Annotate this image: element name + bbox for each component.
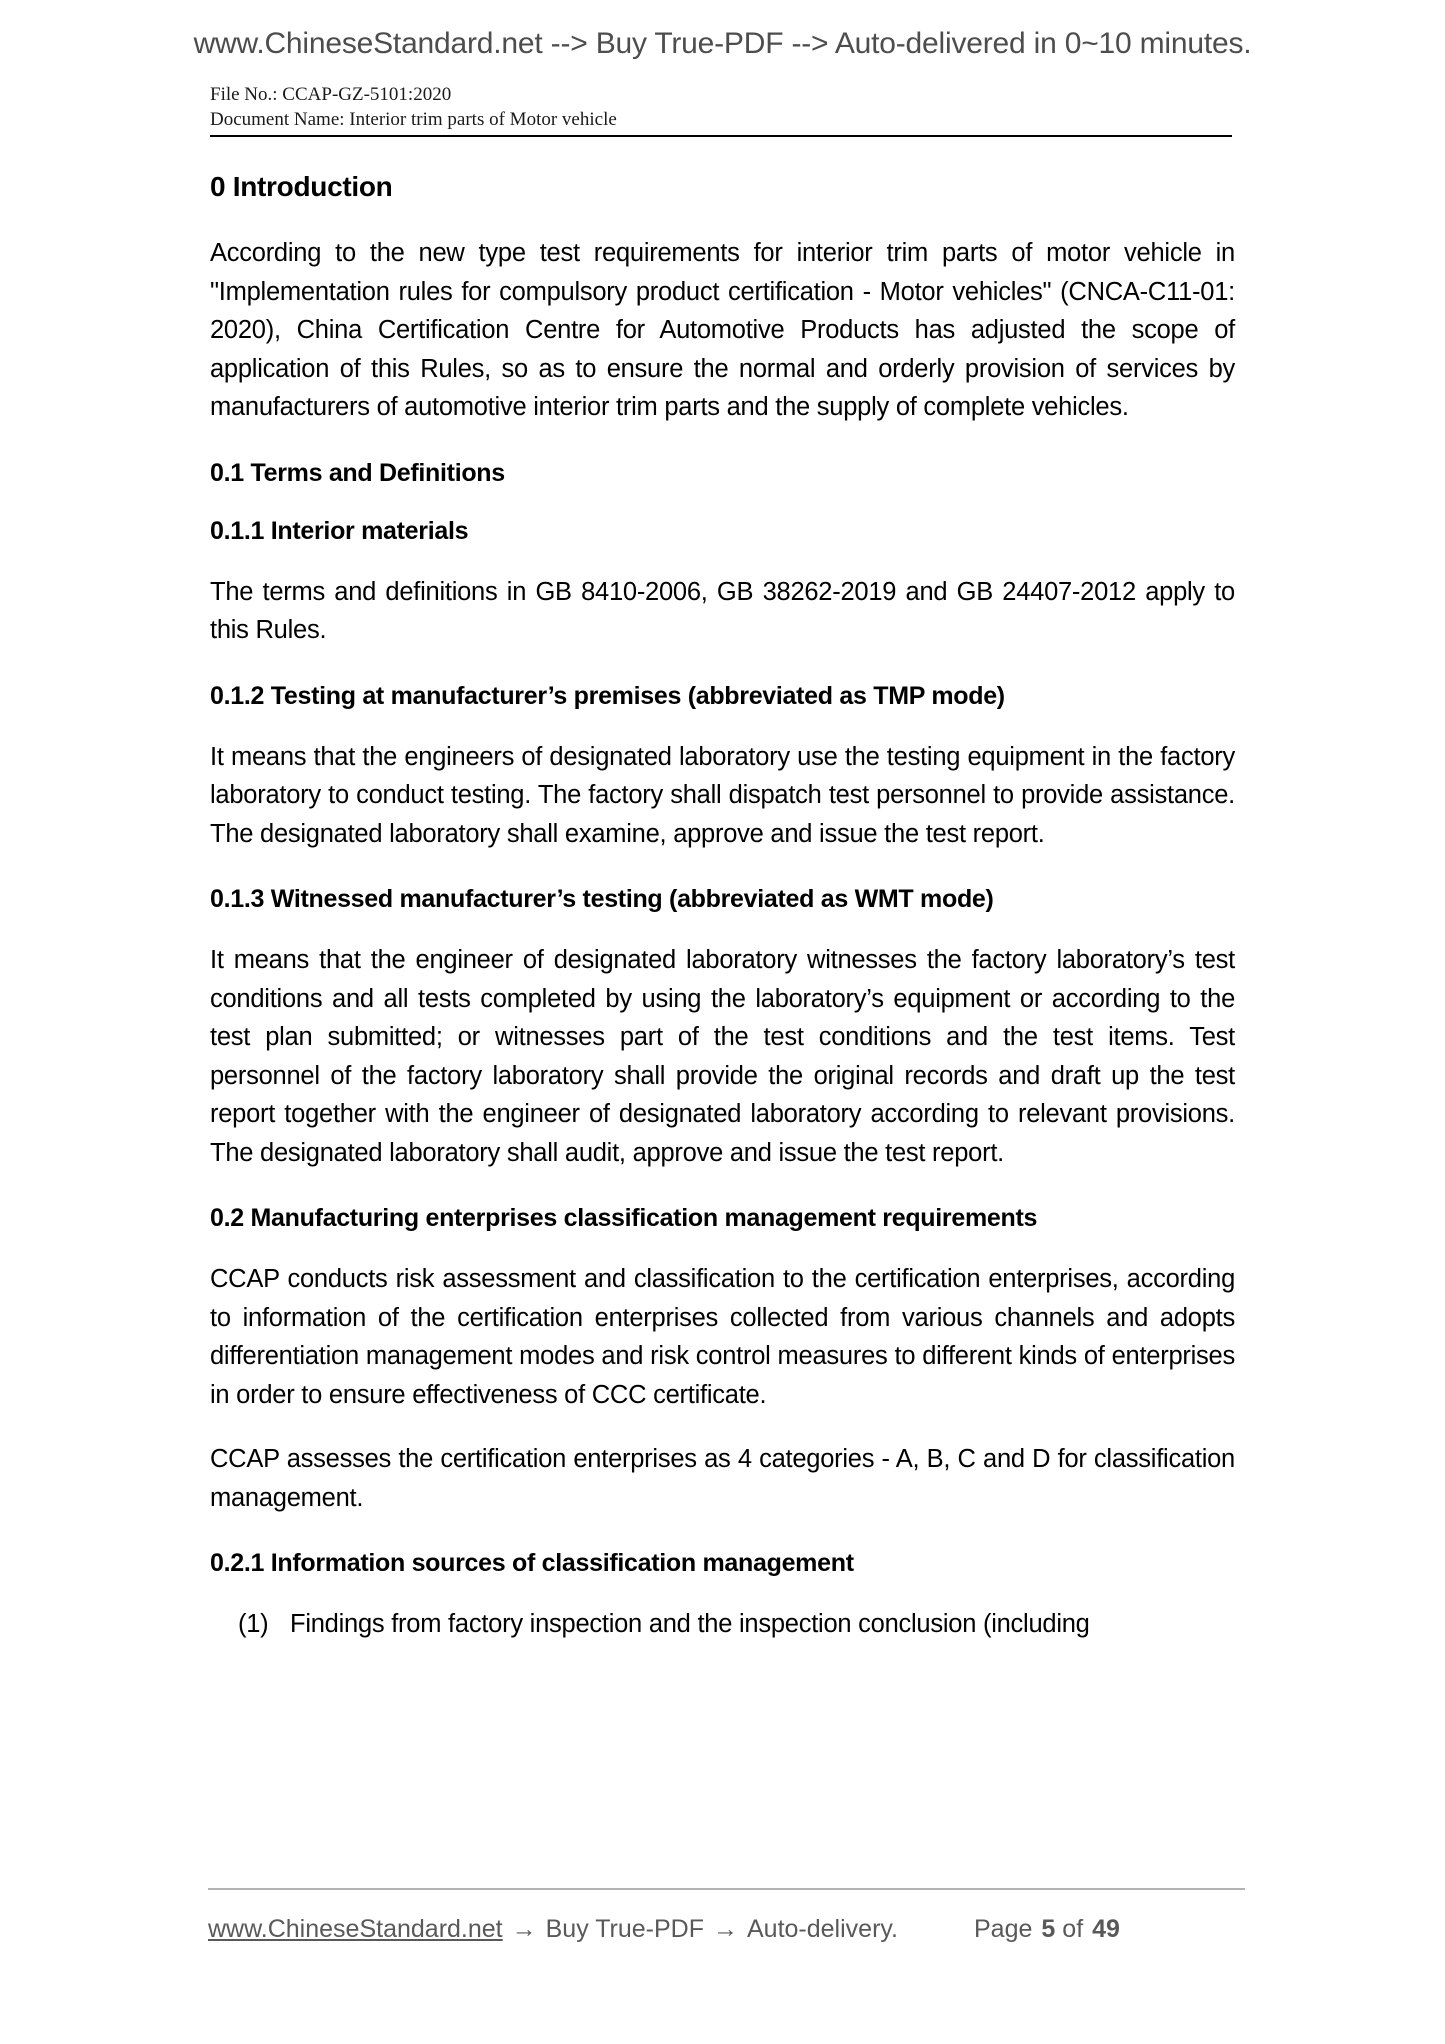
arrow-right-icon: →: [511, 1915, 537, 1943]
paragraph-0-1-2: It means that the engineers of designated laboratory use the testing equipment in the factory laboratory to conduct testing. The factory shall dispatch test personnel to provide assistance. The designated laboratory shall examine, approve and issue the test report.: [210, 742, 1235, 848]
spacer: [210, 650, 1235, 680]
document-header: [210, 82, 1240, 137]
spacer: [210, 1172, 1235, 1202]
footer-buy-label: Buy True-PDF: [545, 1915, 704, 1943]
spacer: [210, 1234, 1235, 1260]
spacer: [210, 712, 1235, 738]
heading-0-1-1-interior-materials: 0.1.1 Interior materials: [210, 516, 469, 545]
page-number: 5: [1041, 1915, 1056, 1943]
page-total: 49: [1092, 1915, 1120, 1943]
heading-0-2-classification-management: 0.2 Manufacturing enterprises classification management requirements: [210, 1204, 1038, 1232]
arrow-right-icon: →: [713, 1915, 738, 1943]
spacer: [210, 204, 1235, 234]
paragraph-introduction: According to the new type test requirements for interior trim parts of motor vehicle in "Implementation rules for compulsory product certification - Motor vehicles" (CNCA-C11-01: 2020), China Certification Centre for Automotive Products has adjusted the scope of application of this Rules, so as to ensure the normal and orderly provision of services by manufacturers of automotive interior trim parts and the supply of complete vehicles.: [210, 239, 1235, 421]
list-item: [210, 1605, 1235, 1644]
footer-divider: [208, 1888, 1245, 1890]
page-label: Page: [974, 1915, 1033, 1943]
footer-page-indicator: [974, 1912, 1120, 1946]
paragraph-0-2-a: CCAP conducts risk assessment and classification to the certification enterprises, according to information of the certification enterprises collected from various channels and adopts differentiation management modes and risk control measures to different kinds of enterprises in order to ensure effectiveness of CCC certificate.: [210, 1265, 1235, 1409]
heading-0-1-terms-and-definitions: 0.1 Terms and Definitions: [210, 458, 505, 487]
header-divider: [210, 135, 1232, 137]
spacer: [210, 1517, 1235, 1547]
paragraph-0-1-1: The terms and definitions in GB 8410-2006, GB 38262-2019 and GB 24407-2012 apply to this Rules.: [210, 577, 1235, 644]
page-of-label: of: [1062, 1915, 1084, 1943]
heading-0-1-2-tmp-mode: 0.1.2 Testing at manufacturer’s premises (abbreviated as TMP mode): [210, 681, 1005, 710]
document-name-line: Document Name: Interior trim parts of Motor vehicle: [210, 109, 617, 130]
list-item-text: Findings from factory inspection and the inspection conclusion (including: [290, 1610, 1090, 1638]
page-footer: [208, 1912, 1245, 1946]
paragraph-0-1-3: It means that the engineer of designated laboratory witnesses the factory laboratory’s test conditions and all tests completed by using the laboratory’s equipment or according to the test plan submitted; or witnesses part of the test conditions and the test items. Test personnel of the factory laboratory shall provide the original records and draft up the test report together with the engineer of designated laboratory according to relevant provisions. The designated laboratory shall audit, approve and issue the test report.: [210, 946, 1235, 1167]
spacer: [210, 547, 1235, 573]
spacer: [210, 489, 1235, 515]
spacer: [210, 853, 1235, 883]
footer-left-group: [208, 1912, 898, 1946]
spacer: [210, 1414, 1235, 1440]
footer-site-link[interactable]: www.ChineseStandard.net: [208, 1915, 503, 1943]
file-number-line: File No.: CCAP-GZ-5101:2020: [210, 84, 452, 105]
footer-delivery-label: Auto-delivery.: [747, 1915, 898, 1943]
heading-0-introduction: 0 Introduction: [210, 171, 393, 202]
heading-0-2-1-information-sources: 0.2.1 Information sources of classification management: [210, 1549, 854, 1577]
spacer: [210, 915, 1235, 941]
spacer: [210, 1579, 1235, 1605]
heading-0-1-3-wmt-mode: 0.1.3 Witnessed manufacturer’s testing (abbreviated as WMT mode): [210, 885, 994, 913]
promo-banner: www.ChineseStandard.net --> Buy True-PDF --> Auto-delivered in 0~10 minutes.: [193, 27, 1252, 60]
list-item-marker: (1): [238, 1610, 269, 1638]
spacer: [210, 427, 1235, 457]
paragraph-0-2-b: CCAP assesses the certification enterprises as 4 categories - A, B, C and D for classification management.: [210, 1445, 1235, 1512]
document-body: [210, 170, 1235, 1644]
